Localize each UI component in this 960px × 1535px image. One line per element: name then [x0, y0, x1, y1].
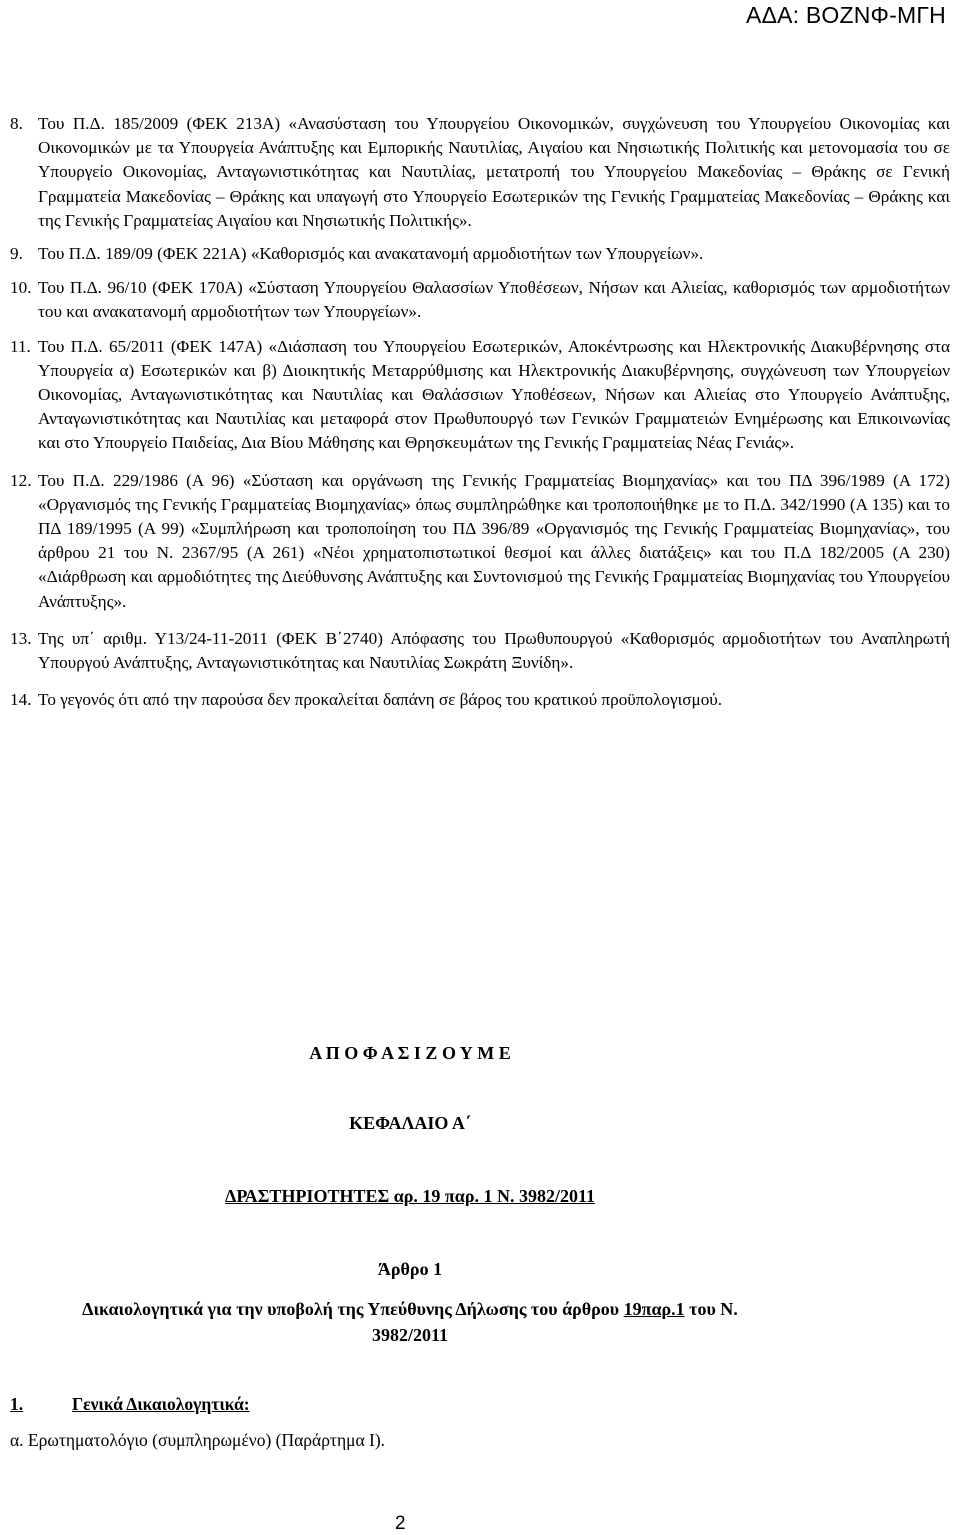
article-subtitle-part: Δικαιολογητικά για την υποβολή της Υπεύθυνης Δήλωσης του άρθρου — [82, 1299, 624, 1319]
item-text: Του Π.Δ. 96/10 (ΦΕΚ 170Α) «Σύσταση Υπουργείου Θαλασσίων Υποθέσεων, Νήσων και Αλιείας, καθορισμός των αρμοδιοτήτων του και ανακατανομή αρμοδιοτήτων των Υπουργείων». — [38, 278, 950, 322]
ada-code: ΑΔΑ: ΒΟΖΝΦ-ΜΓΗ — [746, 2, 946, 28]
article-subtitle — [10, 1296, 810, 1348]
document-body — [10, 112, 950, 712]
list-item — [10, 276, 950, 324]
decision-heading: Α Π Ο Φ Α Σ Ι Ζ Ο Υ Μ Ε — [309, 1043, 511, 1063]
chapter-heading: ΚΕΦΑΛΑΙΟ Α΄ — [349, 1113, 471, 1133]
item-text: Του Π.Δ. 229/1986 (Α 96) «Σύσταση και οργάνωση της Γενικής Γραμματείας Βιομηχανίας» και του ΠΔ 396/1989 (Α 172) «Οργανισμός της Γενικής Γραμματείας Βιομηχανίας» όπως συμπληρώθηκε και τροποποιήθηκε με το Π.Δ. 342/1990 (Α 135) και το ΠΔ 189/1995 (Α 99) «Συμπλήρωση και τροποποίηση του ΠΔ 396/89 «Οργανισμός της Γενικής Γραμματείας Βιομηχανίας», του άρθρου 21 του Ν. 2367/95 (Α 261) «Νέοι χρηματοπιστωτικοί θεσμοί και άλλες διατάξεις» και του Π.Δ 182/2005 (Α 230) «Διάρθρωση και αρμοδιότητες της Διεύθυνσης Ανάπτυξης και Συντονισμού της Γενικής Γραμματείας Βιομηχανίας του Υπουργείου Ανάπτυξης». — [38, 470, 950, 611]
item-number: 11. — [10, 336, 31, 356]
article-subtitle-part: του Ν. — [684, 1299, 738, 1319]
item-text: Του Π.Δ. 185/2009 (ΦΕΚ 213Α) «Ανασύσταση του Υπουργείου Οικονομικών, συγχώνευση του Υπουργείου Οικονομίας και Οικονομικών με τα Υπουργεία Ανάπτυξης και Εμπορικής Ναυτιλίας, Αιγαίου και Νησιωτικής Πολιτικής και μετονομασία του σε Υπουργείο Οικονομίας, Ανταγωνιστικότητας και Ναυτιλίας, μετατροπή του Υπουργείου Μακεδονίας – Θράκης σε Γενική Γραμματεία Μακεδονίας – Θράκης και υπαγωγή στο Υπουργείο Εσωτερικών της Γενικής Γραμματείας Μακεδονίας – Θράκης και της Γενικής Γραμματείας Αιγαίου και Νησιωτικής Πολιτικής». — [38, 114, 950, 230]
questionnaire-line: α. Ερωτηματολόγιο (συμπληρωμένο) (Παράρτημα Ι). — [10, 1430, 386, 1450]
article-title: Άρθρο 1 — [377, 1259, 443, 1279]
list-item — [10, 688, 950, 712]
section-heading — [10, 1394, 250, 1415]
article-subtitle-law: 3982/2011 — [371, 1325, 448, 1345]
list-item — [10, 469, 950, 614]
item-number: 8. — [10, 114, 23, 133]
list-item — [10, 627, 950, 675]
item-text: Του Π.Δ. 189/09 (ΦΕΚ 221Α) «Καθορισμός και ανακατανομή αρμοδιοτήτων των Υπουργείων». — [38, 244, 704, 264]
article-subtitle-underlined: 19παρ.1 — [623, 1299, 685, 1319]
page-number: 2 — [395, 1513, 406, 1534]
list-item — [10, 242, 950, 266]
item-number: 9. — [10, 244, 23, 264]
item-text: Του Π.Δ. 65/2011 (ΦΕΚ 147Α) «Διάσπαση του Υπουργείου Εσωτερικών, Αποκέντρωσης και Ηλεκτρονικής Διακυβέρνησης στα Υπουργεία α) Εσωτερικών και β) Διοικητικής Μεταρρύθμισης και Ηλεκτρονικής Διακυβέρνησης, συγχώνευση των Υπουργείων Οικονομίας, Ανταγωνιστικότητας και Ναυτιλίας και Θαλάσσιων Υποθέσεων, Νήσων και Αλιείας στο Υπουργείο Ανάπτυξης, Ανταγωνιστικότητας και Ναυτιλίας και μεταφορά στον Πρωθυπουργό των Γενικών Γραμματειών Ενημέρωσης και Επικοινωνίας και στο Υπουργείο Παιδείας, Δια Βίου Μάθησης και Θρησκευμάτων της Γενικής Γραμματείας Νέας Γενιάς». — [38, 336, 950, 453]
section-number: 1. — [10, 1394, 24, 1414]
item-number: 12. — [10, 470, 32, 490]
list-item — [10, 335, 950, 456]
item-number: 14. — [10, 690, 32, 710]
item-number: 13. — [10, 628, 32, 648]
item-text: Το γεγονός ότι από την παρούσα δεν προκαλείται δαπάνη σε βάρος του κρατικού προϋπολογισμού. — [38, 690, 723, 710]
list-item — [10, 112, 950, 233]
section-title: Γενικά Δικαιολογητικά: — [72, 1394, 250, 1414]
item-number: 10. — [10, 278, 32, 298]
item-text: Της υπ΄ αριθμ. Υ13/24-11-2011 (ΦΕΚ Β΄2740) Απόφασης του Πρωθυπουργού «Καθορισμός αρμοδιοτήτων του Αναπληρωτή Υπουργού Ανάπτυξης, Ανταγωνιστικότητας και Ναυτιλίας Σωκράτη Ξυνίδη». — [38, 628, 950, 673]
activities-heading: ΔΡΑΣΤΗΡΙΟΤΗΤΕΣ αρ. 19 παρ. 1 Ν. 3982/2011 — [225, 1186, 595, 1206]
